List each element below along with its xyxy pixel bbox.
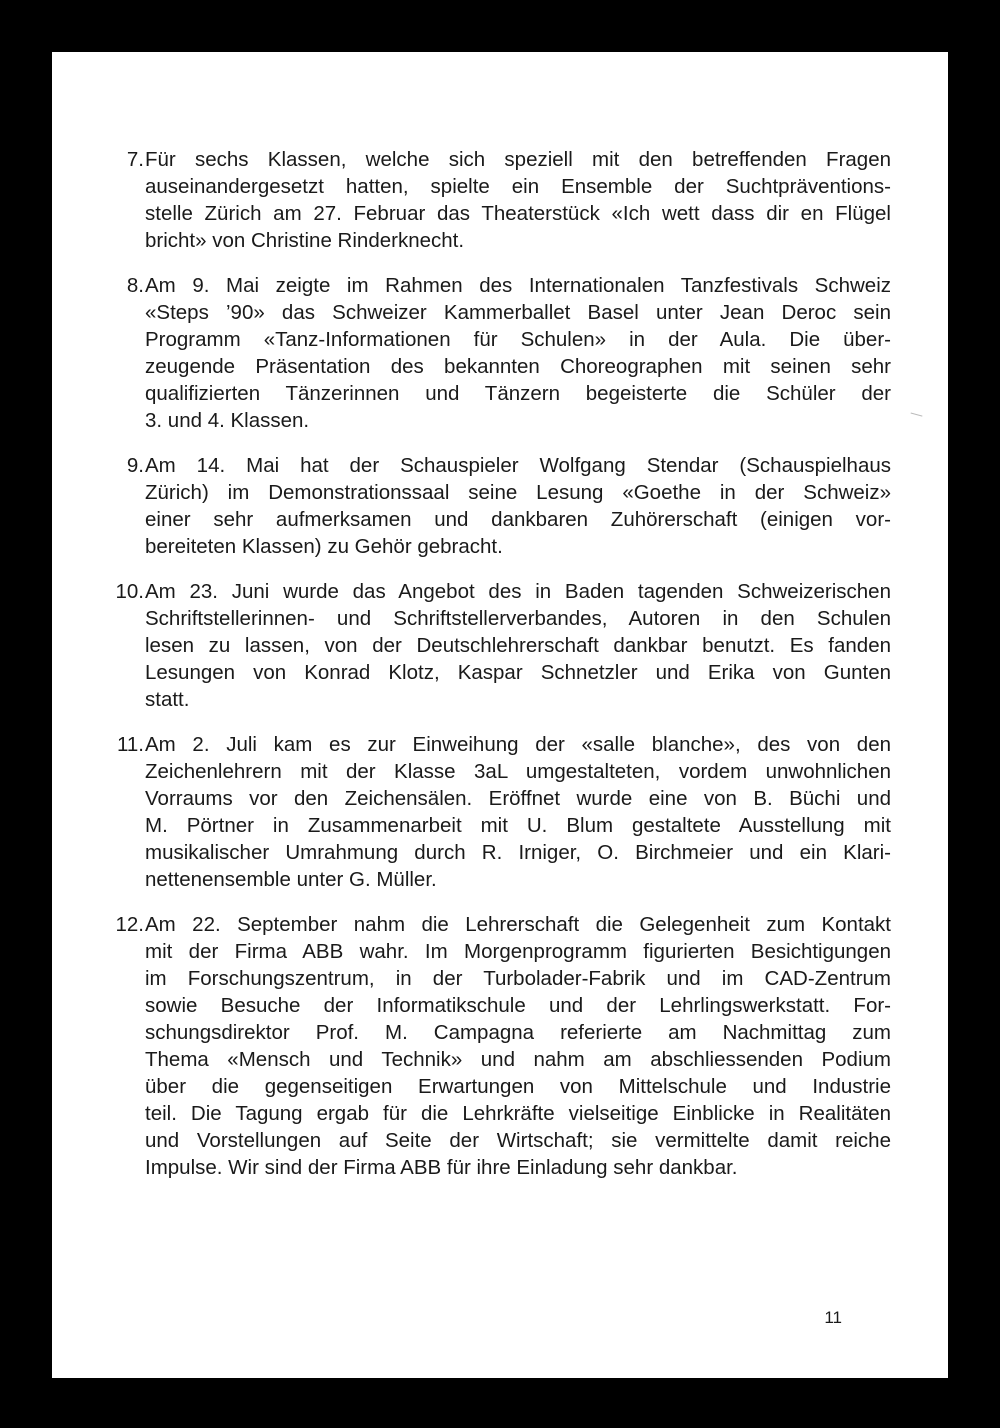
- text-line: teil. Die Tagung ergab für die Lehrkräfte vielseitige Einblicke in Realitäten: [145, 1102, 891, 1125]
- text-line: «Steps ’90» das Schweizer Kammerballet Basel unter Jean Deroc sein: [145, 301, 891, 324]
- text-line: über die gegenseitigen Erwartungen von Mittelschule und Industrie: [145, 1075, 891, 1098]
- list-item-number: 7.: [126, 148, 144, 171]
- text-line: Zeichenlehrern mit der Klasse 3aL umgestalteten, vordem unwohnlichen: [145, 760, 891, 783]
- text-line: Zürich) im Demonstrationssaal seine Lesung «Goethe in der Schweiz»: [145, 481, 891, 504]
- list-item: [115, 731, 891, 893]
- text-line: bereiteten Klassen) zu Gehör gebracht.: [145, 535, 503, 558]
- text-line: Am 2. Juli kam es zur Einweihung der «salle blanche», des von den: [145, 733, 891, 756]
- list-item-text: [144, 911, 891, 1181]
- list-item: [115, 911, 891, 1181]
- text-line: Thema «Mensch und Technik» und nahm am abschliessenden Podium: [145, 1048, 891, 1071]
- text-line: auseinandergesetzt hatten, spielte ein Ensemble der Suchtpräventions-: [145, 175, 891, 198]
- list-item-text: [144, 452, 891, 560]
- text-line: 3. und 4. Klassen.: [145, 409, 310, 432]
- list-item-number: 10.: [115, 580, 144, 603]
- list-item-text: [144, 578, 891, 713]
- text-line: sowie Besuche der Informatikschule und der Lehrlingswerkstatt. For-: [145, 994, 891, 1017]
- text-line: lesen zu lassen, von der Deutschlehrerschaft dankbar benutzt. Es fanden: [145, 634, 891, 657]
- text-line: Lesungen von Konrad Klotz, Kaspar Schnetzler und Erika von Gunten: [145, 661, 891, 684]
- text-line: stelle Zürich am 27. Februar das Theaterstück «Ich wett dass dir en Flügel: [145, 202, 891, 225]
- list-item-number: 12.: [115, 913, 144, 936]
- list-item-number: 8.: [126, 274, 144, 297]
- text-line: im Forschungszentrum, in der Turbolader-Fabrik und im CAD-Zentrum: [145, 967, 891, 990]
- text-line: Am 22. September nahm die Lehrerschaft die Gelegenheit zum Kontakt: [145, 913, 891, 936]
- text-line: schungsdirektor Prof. M. Campagna referierte am Nachmittag zum: [145, 1021, 891, 1044]
- text-line: einer sehr aufmerksamen und dankbaren Zuhörerschaft (einigen vor-: [145, 508, 891, 531]
- list-item-number: 11.: [117, 733, 144, 756]
- list-item-text: [144, 146, 891, 254]
- text-line: M. Pörtner in Zusammenarbeit mit U. Blum gestaltete Ausstellung mit: [145, 814, 891, 837]
- list-item-number: 9.: [126, 454, 144, 477]
- text-line: Impulse. Wir sind der Firma ABB für ihre Einladung sehr dankbar.: [145, 1156, 738, 1179]
- text-line: Vorraums vor den Zeichensälen. Eröffnet wurde eine von B. Büchi und: [145, 787, 891, 810]
- text-line: Schriftstellerinnen- und Schriftstellerverbandes, Autoren in den Schulen: [145, 607, 891, 630]
- list-item-text: [144, 731, 891, 893]
- list-item: [115, 452, 891, 560]
- text-line: Programm «Tanz-Informationen für Schulen» in der Aula. Die über-: [145, 328, 891, 351]
- text-line: Am 23. Juni wurde das Angebot des in Baden tagenden Schweizerischen: [145, 580, 891, 603]
- text-line: musikalischer Umrahmung durch R. Irniger, O. Birchmeier und ein Klari-: [145, 841, 891, 864]
- list-item-text: [144, 272, 891, 434]
- text-line: qualifizierten Tänzerinnen und Tänzern begeisterte die Schüler der: [145, 382, 891, 405]
- text-line: Für sechs Klassen, welche sich speziell mit den betreffenden Fragen: [145, 148, 891, 171]
- text-line: bricht» von Christine Rinderknecht.: [145, 229, 465, 252]
- margin-mark: [910, 413, 923, 421]
- list-item: [115, 272, 891, 434]
- page-number: 11: [824, 1308, 842, 1327]
- list-item: [115, 578, 891, 713]
- document-page: [52, 52, 948, 1378]
- text-line: statt.: [145, 688, 190, 711]
- text-line: Am 14. Mai hat der Schauspieler Wolfgang Stendar (Schauspielhaus: [145, 454, 891, 477]
- text-line: und Vorstellungen auf Seite der Wirtschaft; sie vermittelte damit reiche: [145, 1129, 891, 1152]
- text-line: Am 9. Mai zeigte im Rahmen des Internationalen Tanzfestivals Schweiz: [145, 274, 891, 297]
- list-item: [115, 146, 891, 254]
- text-line: mit der Firma ABB wahr. Im Morgenprogramm figurierten Besichtigungen: [145, 940, 891, 963]
- text-line: zeugende Präsentation des bekannten Choreographen mit seinen sehr: [145, 355, 891, 378]
- text-line: nettenensemble unter G. Müller.: [145, 868, 437, 891]
- numbered-list: [115, 146, 891, 1199]
